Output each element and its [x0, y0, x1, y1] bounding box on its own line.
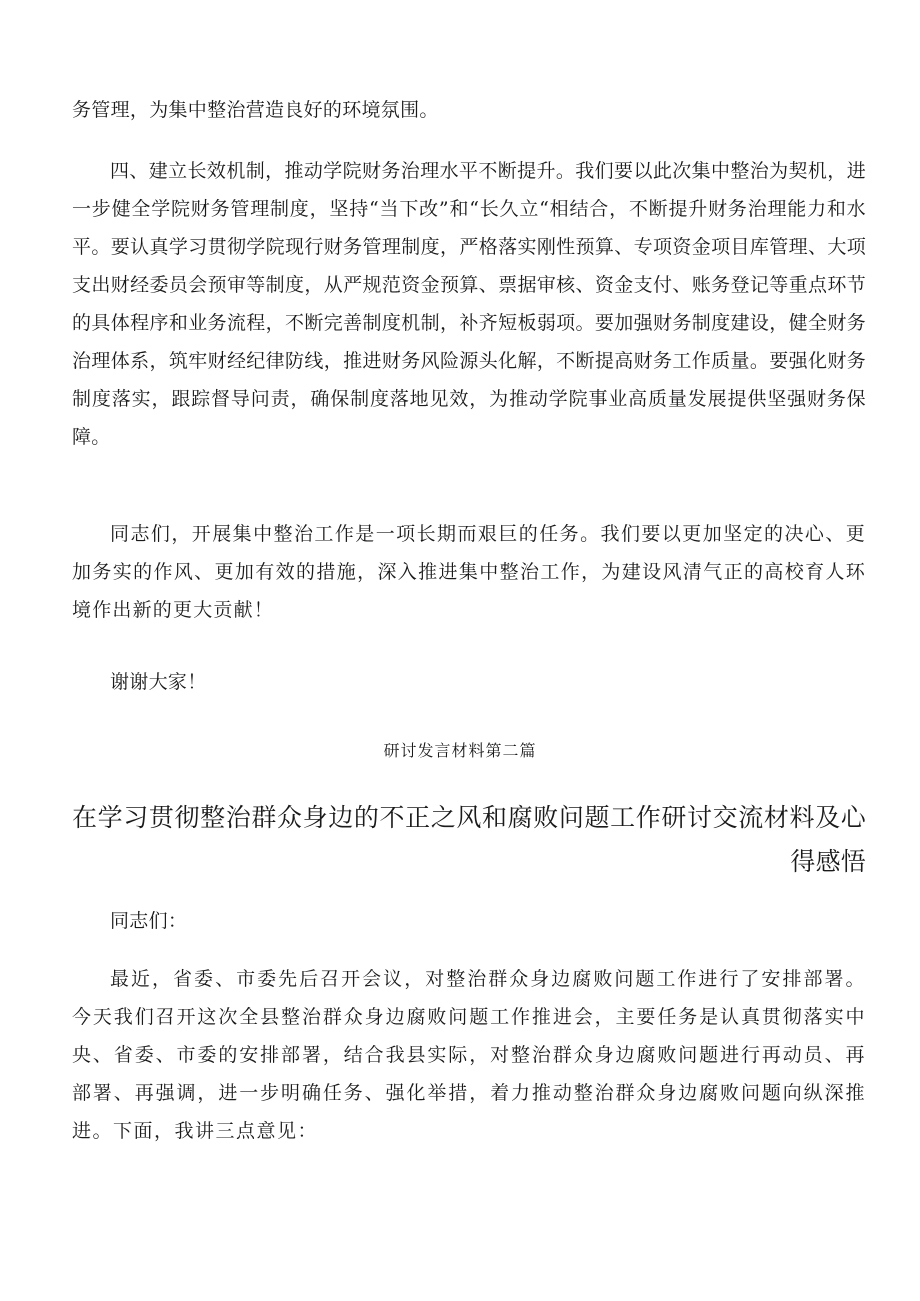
paragraph-long-term-mechanism: 四、建立长效机制，推动学院财务治理水平不断提升。我们要以此次集中整治为契机，进一步健全学院财务管理制度，坚持“当下改”和“长久立“相结合，不断提升财务治理能力和水平。要认真学习贯彻学院现行财务管理制度，严格落实刚性预算、专项资金项目库管理、大项支出财经委员会预审等制度，从严规范资金预算、票据审核、资金支付、账务登记等重点环节的具体程序和业务流程，不断完善制度机制，补齐短板弱项。要加强财务制度建设，健全财务治理体系，筑牢财经纪律防线，推进财务风险源头化解，不断提高财务工作质量。要强化财务制度落实，跟踪督导问责，确保制度落地见效，为推动学院事业高质量发展提供坚强财务保障。: [72, 160, 866, 448]
document-title: 在学习贯彻整治群众身边的不正之风和腐败问题工作研讨交流材料及心得感悟: [72, 803, 866, 876]
paragraph-thanks: 谢谢大家！: [110, 671, 207, 693]
section-label: 研讨发言材料第二篇: [383, 741, 537, 760]
paragraph-intro: 最近，省委、市委先后召开会议，对整治群众身边腐败问题工作进行了安排部署。今天我们召开这次全县整治群众身边腐败问题工作推进会，主要任务是认真贯彻落实中央、省委、市委的安排部署，结合我县实际，对整治群众身边腐败问题进行再动员、再部署、再强调，进一步明确任务、强化举措，着力推动整治群众身边腐败问题向纵深推进。下面，我讲三点意见：: [72, 968, 866, 1142]
paragraph-salutation: 同志们：: [110, 910, 188, 932]
paragraph-continuation: 务管理，为集中整治营造良好的环境氛围。: [72, 99, 439, 121]
paragraph-closing-remarks: 同志们，开展集中整治工作是一项长期而艰巨的任务。我们要以更加坚定的决心、更加务实的作风、更加有效的措施，深入推进集中整治工作，为建设风清气正的高校育人环境作出新的更大贡献！: [72, 523, 866, 621]
